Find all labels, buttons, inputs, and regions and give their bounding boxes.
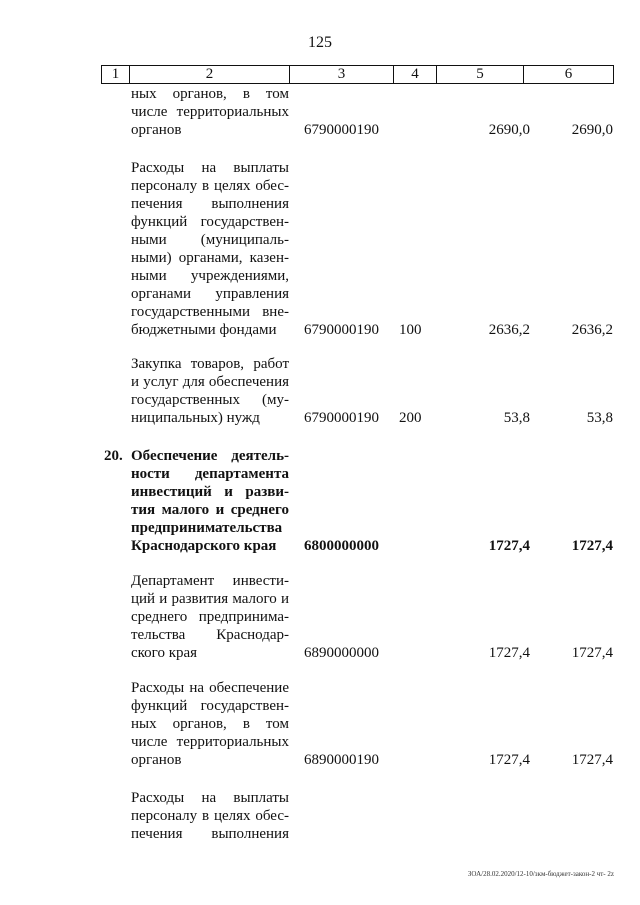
row-code: 6800000000: [304, 538, 379, 554]
row-name: [131, 159, 289, 339]
row-name-line: среднего предпринима-: [131, 609, 289, 625]
row-values: [0, 537, 640, 555]
row-name-line: ных органов, в том: [131, 716, 289, 732]
row-code: 6790000190: [304, 410, 379, 426]
table-row: [0, 789, 640, 843]
row-amount-col6: 53,8: [586, 410, 613, 426]
row-name-line: ского края: [131, 645, 198, 661]
row-name-line: Расходы на выплаты: [131, 790, 289, 806]
row-name-line: и услуг для обеспечения: [131, 374, 289, 390]
row-name-line: бюджетными фондами: [131, 322, 277, 338]
row-name-line: государственных (му-: [131, 392, 289, 408]
row-name-line: инвестиций и разви-: [131, 484, 289, 500]
row-name-line: тия малого и среднего: [131, 502, 289, 518]
row-name-line: ными (муниципаль-: [131, 232, 289, 248]
row-name-line: органов: [131, 752, 182, 768]
row-name-line: Расходы на обеспечение: [131, 680, 289, 696]
row-name-line: ными) органами, казен-: [131, 250, 289, 266]
row-name-line: числе территориальных: [131, 734, 289, 750]
row-name-line: государственными вне-: [131, 304, 289, 320]
row-amount-col6: 2636,2: [571, 322, 613, 338]
column-header-1: 1: [102, 66, 130, 84]
row-name-line: Краснодарского края: [131, 538, 277, 554]
row-name-line: Расходы на выплаты: [131, 160, 289, 176]
row-amount-col6: 2690,0: [571, 122, 613, 138]
row-name-line: ных органов, в том: [131, 86, 289, 102]
table-row: [0, 679, 640, 769]
row-name-line: Департамент инвести-: [131, 573, 289, 589]
column-header-2: 2: [130, 66, 290, 84]
column-header-6: 6: [524, 66, 614, 84]
row-name-line: органами управления: [131, 286, 289, 302]
row-number: 20.: [104, 448, 123, 464]
row-amount-col5: 1727,4: [488, 645, 530, 661]
row-name-line: печения выполнения: [131, 196, 289, 212]
row-values: [0, 409, 640, 427]
row-code: 6790000190: [304, 322, 379, 338]
column-header-3: 3: [290, 66, 394, 84]
table-row: [0, 85, 640, 139]
row-name-line: Обеспечение деятель-: [131, 448, 289, 464]
row-name-line: ными учреждениями,: [131, 268, 289, 284]
row-values: [0, 825, 640, 843]
row-code: 6890000190: [304, 752, 379, 768]
row-expense-type: 100: [399, 322, 422, 338]
table-row: [0, 447, 640, 555]
row-amount-col5: 2690,0: [488, 122, 530, 138]
row-amount-col5: 1727,4: [488, 538, 530, 554]
row-name-line: предпринимательства: [131, 520, 283, 536]
row-name-line: ности департамента: [131, 466, 289, 482]
row-values: [0, 644, 640, 662]
row-values: [0, 321, 640, 339]
row-name-line: печения выполнения: [131, 826, 289, 842]
row-name-line: Закупка товаров, работ: [131, 356, 289, 372]
row-name-line: ций и развития малого и: [131, 591, 289, 607]
row-amount-col6: 1727,4: [571, 752, 613, 768]
row-name-line: тельства Краснодар-: [131, 627, 289, 643]
document-footer: ЗОА/28.02.2020/12-10/зкм-бюджет-закон-2 чт- 2z: [467, 870, 614, 878]
row-code: 6890000000: [304, 645, 379, 661]
row-name-line: функций государствен-: [131, 698, 289, 714]
table-row: [0, 159, 640, 339]
page-number: 125: [308, 34, 332, 51]
row-values: [0, 121, 640, 139]
row-amount-col5: 53,8: [503, 410, 530, 426]
row-expense-type: 200: [399, 410, 422, 426]
row-name-line: функций государствен-: [131, 214, 289, 230]
row-name-line: персоналу в целях обес-: [131, 178, 289, 194]
row-amount-col5: 2636,2: [488, 322, 530, 338]
table-row: [0, 572, 640, 662]
column-header-4: 4: [394, 66, 437, 84]
row-amount-col6: 1727,4: [571, 645, 613, 661]
column-header-5: 5: [437, 66, 524, 84]
row-amount-col5: 1727,4: [488, 752, 530, 768]
table-row: [0, 355, 640, 427]
row-name-line: персоналу в целях обес-: [131, 808, 289, 824]
row-name-line: органов: [131, 122, 182, 138]
row-code: 6790000190: [304, 122, 379, 138]
row-name-line: числе территориальных: [131, 104, 289, 120]
row-amount-col6: 1727,4: [571, 538, 613, 554]
row-values: [0, 751, 640, 769]
row-name-line: ниципальных) нужд: [131, 410, 260, 426]
